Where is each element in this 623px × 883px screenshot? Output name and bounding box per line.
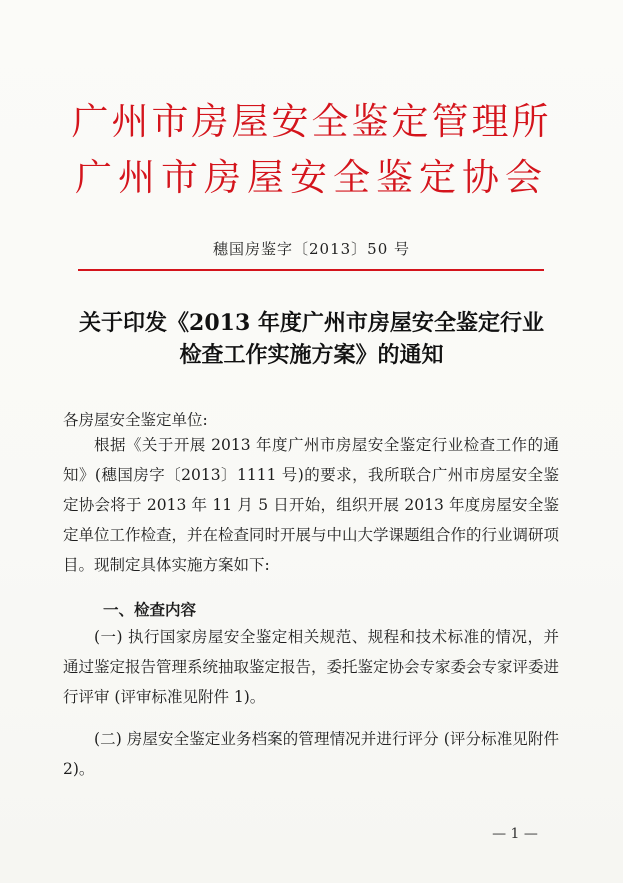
issuer-name-1: 广州市房屋安全鉴定管理所 bbox=[71, 100, 552, 143]
section-heading-1: 一、检查内容 bbox=[103, 600, 197, 619]
document-title-line-2: 检查工作实施方案》的通知 bbox=[179, 342, 444, 368]
red-divider-line bbox=[78, 269, 544, 271]
document-title-line-1: 关于印发《2013 年度广州市房屋安全鉴定行业 bbox=[79, 310, 544, 336]
content-item-1: (一) 执行国家房屋安全鉴定相关规范、规程和技术标准的情况，并通过鉴定报告管理系统抽取鉴定报告，委托鉴定协会专家委会专家评委进行评审 (评审标准见附件 1)。 bbox=[63, 628, 560, 706]
salutation: 各房屋安全鉴定单位: bbox=[63, 411, 208, 429]
issuer-name-2: 广州市房屋安全鉴定协会 bbox=[75, 156, 548, 199]
content-item-2: (二) 房屋安全鉴定业务档案的管理情况并进行评分 (评分标准见附件 2)。 bbox=[63, 730, 559, 778]
document-number: 穗国房鉴字〔2013〕50 号 bbox=[212, 240, 411, 258]
page-number: — 1 — bbox=[492, 826, 538, 842]
body-paragraph-1: 根据《关于开展 2013 年度广州市房屋安全鉴定行业检查工作的通知》(穗国房字〔2013〕1111 号)的要求，我所联合广州市房屋安全鉴定协会将于 2013 年 11 月 5 日开始，组织开展 2013 年度房屋安全鉴定单位工作检查，并在检查同时开展与中山大学课题组合作的行业调研项目。现制定具体实施方案如下: bbox=[63, 436, 559, 574]
